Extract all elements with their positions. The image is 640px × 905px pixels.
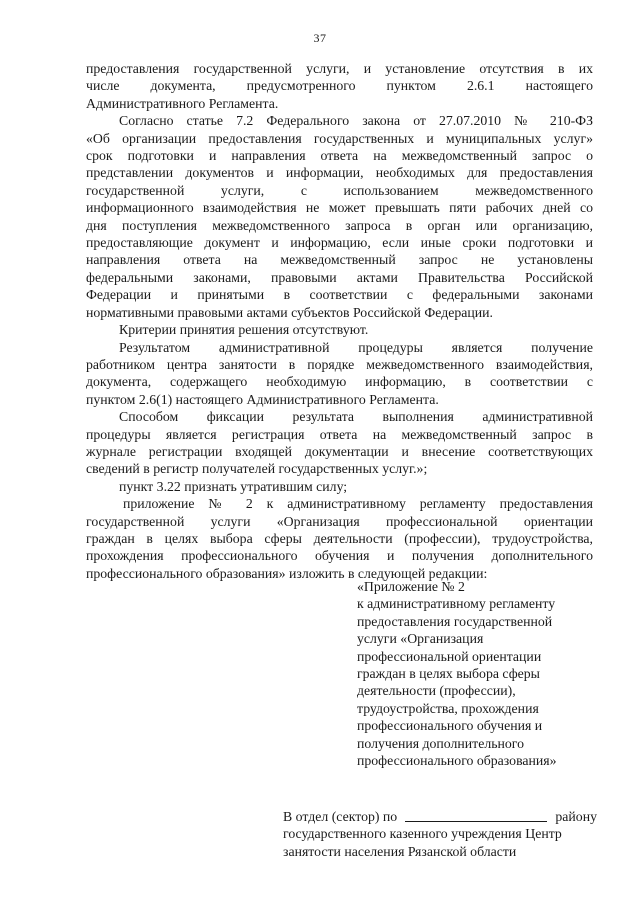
paragraph-line: профессионального образования» изложить в следующей редакции:	[86, 565, 488, 581]
addressee-suffix: району	[555, 809, 597, 824]
paragraph-line: журнале регистрации входящей документации и внесение соответствующих	[86, 443, 593, 459]
paragraph-line: «Об организации предоставления государственных и муниципальных услуг»	[86, 130, 593, 146]
paragraph-line: прохождения профессионального обучения и получения дополнительного	[86, 548, 593, 564]
paragraph-line: предоставляющие документ и информацию, если иные сроки подготовки и	[86, 235, 593, 251]
appendix-heading-line: профессионального обучения и	[357, 718, 543, 734]
paragraph-5	[86, 408, 593, 478]
document-body	[86, 60, 593, 582]
paragraph-3	[86, 321, 593, 338]
paragraph-4	[86, 339, 593, 409]
blank-fill-line	[405, 808, 547, 822]
paragraph-line: государственной услуги «Организация профессиональной ориентации	[86, 513, 593, 529]
paragraph-line: дня поступления межведомственного запроса в орган или организацию,	[86, 217, 593, 233]
appendix-heading-line: к административному регламенту	[357, 596, 556, 612]
appendix-heading-line: трудоустройства, прохождения	[357, 700, 539, 716]
paragraph-line: нормативными правовыми актами субъектов Российской Федерации.	[86, 304, 493, 320]
paragraph-1	[86, 60, 593, 112]
appendix-heading-line: услуги «Организация	[357, 631, 484, 647]
appendix-heading-line: граждан в целях выбора сферы	[357, 666, 540, 682]
appendix-heading-line: получения дополнительного	[357, 735, 525, 751]
paragraph-line: пункт 3.22 признать утратившим силу;	[119, 478, 348, 494]
paragraph-line: федеральными законами, правовыми актами Правительства Российской	[86, 269, 593, 285]
paragraph-line: Результатом административной процедуры является получение	[119, 339, 593, 355]
paragraph-line: Согласно статье 7.2 Федерального закона от 27.07.2010 № 210-ФЗ	[119, 113, 593, 129]
paragraph-line: Критерии принятия решения отсутствуют.	[119, 322, 369, 338]
page-number: 37	[313, 31, 327, 45]
paragraph-line: государственной услуги, с использованием межведомственного	[86, 182, 593, 198]
paragraph-line: информационного взаимодействия не может превышать пяти рабочих дней со	[86, 200, 593, 216]
paragraph-line: предоставления государственной услуги, и установление отсутствия в их	[86, 61, 593, 76]
paragraph-6	[86, 478, 593, 495]
paragraph-line: срок подготовки и направления ответа на межведомственный запрос о	[86, 148, 593, 164]
paragraph-line: направления ответа на межведомственный запрос не установлены	[86, 252, 593, 268]
paragraph-line: числе документа, предусмотренного пунктом 2.6.1 настоящего	[86, 78, 593, 94]
paragraph-line: документа, содержащего необходимую информацию, в соответствии с	[86, 374, 593, 390]
paragraph-line: Способом фиксации результата выполнения административной	[119, 409, 593, 425]
addressee-block	[283, 808, 597, 860]
paragraph-line: приложение № 2 к административному регламенту предоставления	[123, 496, 593, 512]
addressee-line-2: государственного казенного учреждения Центр	[283, 826, 562, 842]
appendix-heading-block	[357, 578, 597, 769]
paragraph-line: процедуры является регистрация ответа на межведомственный запрос в	[86, 426, 593, 442]
paragraph-7	[86, 495, 593, 582]
paragraph-line: граждан в целях выбора сферы деятельности (профессии), трудоустройства,	[86, 530, 593, 546]
paragraph-line: пунктом 2.6(1) настоящего Административного Регламента.	[86, 391, 439, 407]
appendix-heading-line: профессиональной ориентации	[357, 648, 542, 664]
appendix-heading-line: профессионального образования»	[357, 753, 557, 769]
addressee-prefix: В отдел (сектор) по	[283, 809, 398, 824]
appendix-heading-line: предоставления государственной	[357, 613, 553, 629]
paragraph-line: работником центра занятости в порядке межведомственного взаимодействия,	[86, 356, 593, 372]
paragraph-line: представлении документов и информации, необходимых для предоставления	[86, 165, 593, 181]
addressee-line-3: занятости населения Рязанской области	[283, 843, 517, 859]
paragraph-line: сведений в регистр получателей государственных услуг.»;	[86, 461, 428, 477]
appendix-heading-line: деятельности (профессии),	[357, 683, 516, 699]
paragraph-line: Административного Регламента.	[86, 95, 279, 111]
addressee-line-1	[283, 808, 597, 825]
paragraph-2	[86, 112, 593, 321]
appendix-heading-line: «Приложение № 2	[357, 579, 465, 594]
paragraph-line: Федерации и принятыми в соответствии с федеральными законами	[86, 287, 593, 303]
